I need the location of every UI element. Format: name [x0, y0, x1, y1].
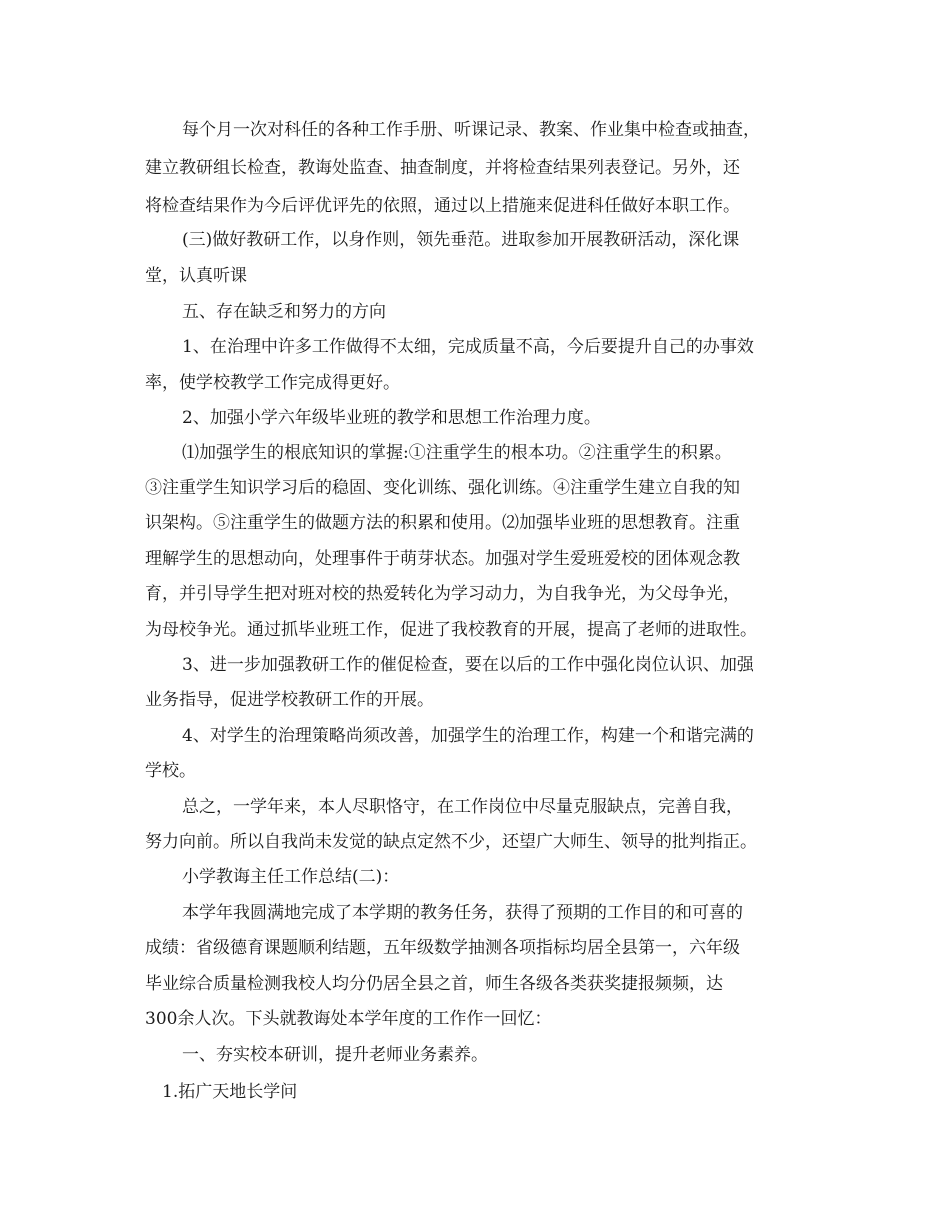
section-heading: 五、存在缺乏和努力的方向: [182, 302, 386, 322]
paragraph-line: 努力向前。所以自我尚未发觉的缺点定然不少，还望广大师生、领导的批判指正。: [145, 832, 757, 852]
paragraph-line: 建立教研组长检查，教诲处监查、抽查制度，并将检查结果列表登记。另外，还: [145, 158, 740, 178]
paragraph-line: ③注重学生知识学习后的稳固、变化训练、强化训练。④注重学生建立自我的知: [145, 478, 740, 498]
paragraph-line: 识架构。⑤注重学生的做题方法的积累和使用。⑵加强毕业班的思想教育。注重: [145, 513, 740, 533]
paragraph-line: 4、对学生的治理策略尚须改善，加强学生的治理工作，构建一个和谐完满的: [182, 726, 754, 746]
paragraph-line: (三)做好教研工作，以身作则，领先垂范。进取参加开展教研活动，深化课: [182, 230, 740, 250]
paragraph-line: 300余人次。下头就教诲处本学年度的工作作一回忆：: [145, 1009, 552, 1029]
paragraph-line: 每个月一次对科任的各种工作手册、听课记录、教案、作业集中检查或抽查，: [182, 120, 760, 140]
paragraph-line: 堂，认真听课: [145, 266, 247, 286]
paragraph-line: 1、在治理中许多工作做得不太细，完成质量不高，今后要提升自己的办事效: [182, 337, 754, 357]
paragraph-line: 毕业综合质量检测我校人均分仍居全县之首，师生各级各类获奖捷报频频，达: [145, 974, 723, 994]
section-heading: 一、夯实校本研训，提升老师业务素养。: [182, 1045, 488, 1065]
subsection-heading: 1.拓广天地长学问: [162, 1082, 298, 1102]
paragraph-line: 本学年我圆满地完成了本学期的教务任务，获得了预期的工作目的和可喜的: [182, 903, 743, 923]
paragraph-line: 率，使学校教学工作完成得更好。: [145, 373, 400, 393]
section-heading: 小学教诲主任工作总结(二)：: [182, 867, 400, 887]
paragraph-line: 3、进一步加强教研工作的催促检查，要在以后的工作中强化岗位认识、加强: [182, 655, 754, 675]
paragraph-line: 育，并引导学生把对班对校的热爱转化为学习动力，为自我争光，为父母争光，: [145, 584, 740, 604]
paragraph-line: 成绩：省级德育课题顺利结题，五年级数学抽测各项指标均居全县第一，六年级: [145, 938, 740, 958]
paragraph-line: ⑴加强学生的根底知识的掌握:①注重学生的根本功。②注重学生的积累。: [182, 443, 732, 463]
paragraph-line: 将检查结果作为今后评优评先的依照，通过以上措施来促进科任做好本职工作。: [145, 196, 740, 216]
paragraph-line: 总之，一学年来，本人尽职恪守，在工作岗位中尽量克服缺点，完善自我，: [182, 797, 743, 817]
paragraph-line: 理解学生的思想动向，处理事件于萌芽状态。加强对学生爱班爱校的团体观念教: [145, 549, 740, 569]
paragraph-line: 为母校争光。通过抓毕业班工作，促进了我校教育的开展，提高了老师的进取性。: [145, 620, 757, 640]
paragraph-line: 2、加强小学六年级毕业班的教学和思想工作治理力度。: [182, 408, 601, 428]
paragraph-line: 业务指导，促进学校教研工作的开展。: [145, 690, 434, 710]
paragraph-line: 学校。: [145, 761, 196, 781]
